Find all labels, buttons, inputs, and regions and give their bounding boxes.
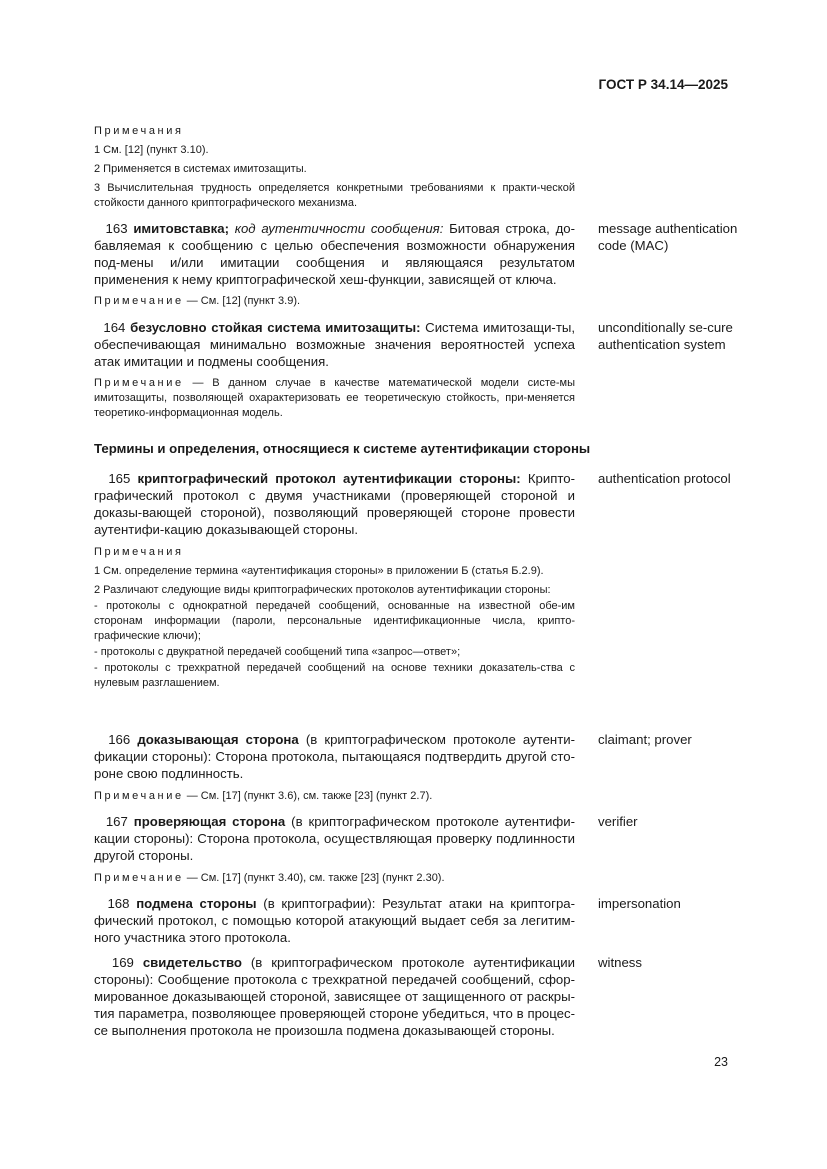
english-equivalent: message authentication code (MAC) bbox=[598, 221, 738, 253]
term-alternative: код аутентичности сообщения: bbox=[234, 221, 444, 236]
term-definition bbox=[94, 220, 575, 288]
note-item: 1 См. [12] (пункт 3.10). bbox=[94, 144, 209, 156]
term-note bbox=[94, 294, 575, 309]
term-name: подмена стороны bbox=[136, 896, 257, 911]
term-name: безусловно стойкая система имитозащиты: bbox=[130, 320, 421, 335]
definition-text: Система имитозащи-ты, обеспечивающая минимально возможные значения вероятностей успеха атак имитации и подмены сообщения. bbox=[94, 320, 576, 369]
note-text: — См. [12] (пункт 3.9). bbox=[183, 295, 301, 307]
note-list-item: - протоколы с трехкратной передачей сообщений на основе техники доказатель-ства с нулевым разглашением. bbox=[94, 662, 575, 689]
term-entry-165 bbox=[94, 470, 575, 691]
term-definition bbox=[94, 470, 575, 538]
definition-text: Битовая строка, до-бавляемая к сообщению с целью обеспечения возможности обнаружения под-мены и/или имитации сообщения и являющаяся результатом применения к нему криптографической хеш-функции, зависящей от ключа. bbox=[94, 221, 575, 287]
definition-text: (в криптографическом протоколе аутентифи-кации стороны): Сторона протокола, осуществляющая проверку подлинности другой стороны. bbox=[94, 814, 576, 863]
term-name: доказывающая сторона bbox=[137, 732, 299, 747]
notes-heading: Примечания bbox=[94, 546, 184, 558]
english-equivalent: claimant; prover bbox=[598, 732, 692, 747]
note-label: Примечание bbox=[94, 295, 184, 307]
term-name: проверяющая сторона bbox=[133, 814, 286, 829]
english-equivalent: unconditionally se-cure authentication system bbox=[598, 320, 733, 352]
term-definition bbox=[94, 731, 575, 782]
term-name: свидетельство bbox=[142, 955, 242, 970]
english-equivalent: witness bbox=[598, 955, 642, 970]
term-name: имитовставка; bbox=[133, 221, 229, 236]
term-number: 169 bbox=[111, 955, 134, 970]
term-number: 168 bbox=[107, 896, 130, 911]
note-item: 2 Применяется в системах имитозащиты. bbox=[94, 163, 307, 175]
term-definition bbox=[94, 813, 575, 864]
note-text: — См. [17] (пункт 3.6), см. также [23] (пункт 2.7). bbox=[183, 790, 433, 802]
note-text: — См. [17] (пункт 3.40), см. также [23] (пункт 2.30). bbox=[183, 872, 445, 884]
term-number: 167 bbox=[105, 814, 128, 829]
term-entry-166 bbox=[94, 731, 575, 804]
definition-text: (в криптографии): Результат атаки на криптогра-фический протокол, с помощью которой атакующий выдает себя за легитим-ного участника этого протокола. bbox=[94, 896, 576, 945]
definition-text: (в криптографическом протоколе аутентификации стороны): Сообщение протокола с трехкратной передачей сообщений, сфор-мированное доказывающей стороной, зависящее от защищенного от раскры-тия параметра, позволяющее проверяющей стороне убедиться, что в процес-се выполнения протокола не произошла подмена доказывающей стороны. bbox=[94, 955, 576, 1038]
notes-block-top bbox=[94, 124, 575, 211]
term-number: 166 bbox=[108, 732, 131, 747]
term-number: 164 bbox=[103, 320, 126, 335]
note-item: 2 Различают следующие виды криптографических протоколов аутентификации стороны: bbox=[94, 584, 551, 596]
section-title: Термины и определения, относящиеся к системе аутентификации стороны bbox=[94, 441, 591, 456]
note-list-item: - протоколы с двукратной передачей сообщений типа «запрос—ответ»; bbox=[94, 646, 461, 658]
term-entry-163 bbox=[94, 220, 575, 309]
note-item: 1 См. определение термина «аутентификация стороны» в приложении Б (статья Б.2.9). bbox=[94, 565, 544, 577]
note-item: 3 Вычислительная трудность определяется конкретными требованиями к практи-ческой стойкости данного криптографического механизма. bbox=[94, 182, 575, 209]
english-equivalent: verifier bbox=[598, 814, 638, 829]
note-label: Примечание bbox=[94, 790, 184, 802]
term-number: 165 bbox=[108, 471, 131, 486]
definition-text: (в криптографическом протоколе аутенти-фикации стороны): Сторона протокола, пытающаяся подтвердить другой сто-роне свою подлинность. bbox=[94, 732, 576, 781]
notes-heading: Примечания bbox=[94, 125, 184, 137]
page-number: 23 bbox=[714, 1055, 728, 1069]
term-definition bbox=[94, 319, 575, 370]
term-name: криптографический протокол аутентификации стороны: bbox=[137, 471, 521, 486]
term-note bbox=[94, 376, 575, 421]
term-definition bbox=[94, 895, 575, 946]
definition-text: Крипто-графический протокол с двумя участниками (проверяющей стороной и доказы-вающей стороной), позволяющий проверяющей стороне провести аутентифи-кацию доказывающей стороны. bbox=[94, 471, 575, 537]
term-note bbox=[94, 789, 575, 804]
term-entry-164 bbox=[94, 319, 575, 421]
english-equivalent: impersonation bbox=[598, 896, 681, 911]
document-header: ГОСТ Р 34.14—2025 bbox=[598, 77, 728, 92]
note-list-item: - протоколы с однократной передачей сообщений, основанные на известной обе-им сторонам информации (пароли, персональные идентификационные числа, крипто-графические ключи); bbox=[94, 600, 575, 642]
english-equivalent: authentication protocol bbox=[598, 471, 731, 486]
term-number: 163 bbox=[105, 221, 128, 236]
term-entry-169 bbox=[94, 954, 575, 1039]
note-label: Примечание bbox=[94, 377, 184, 389]
term-definition bbox=[94, 954, 575, 1039]
note-text: — В данном случае в качестве математической модели систе-мы имитозащиты, позволяющей охарактеризовать ее теоретическую стойкость, при-меняется теоретико-информационная модель. bbox=[94, 377, 575, 419]
term-entry-167 bbox=[94, 813, 575, 886]
note-label: Примечание bbox=[94, 872, 184, 884]
term-entry-168 bbox=[94, 895, 575, 946]
term-note bbox=[94, 871, 575, 886]
